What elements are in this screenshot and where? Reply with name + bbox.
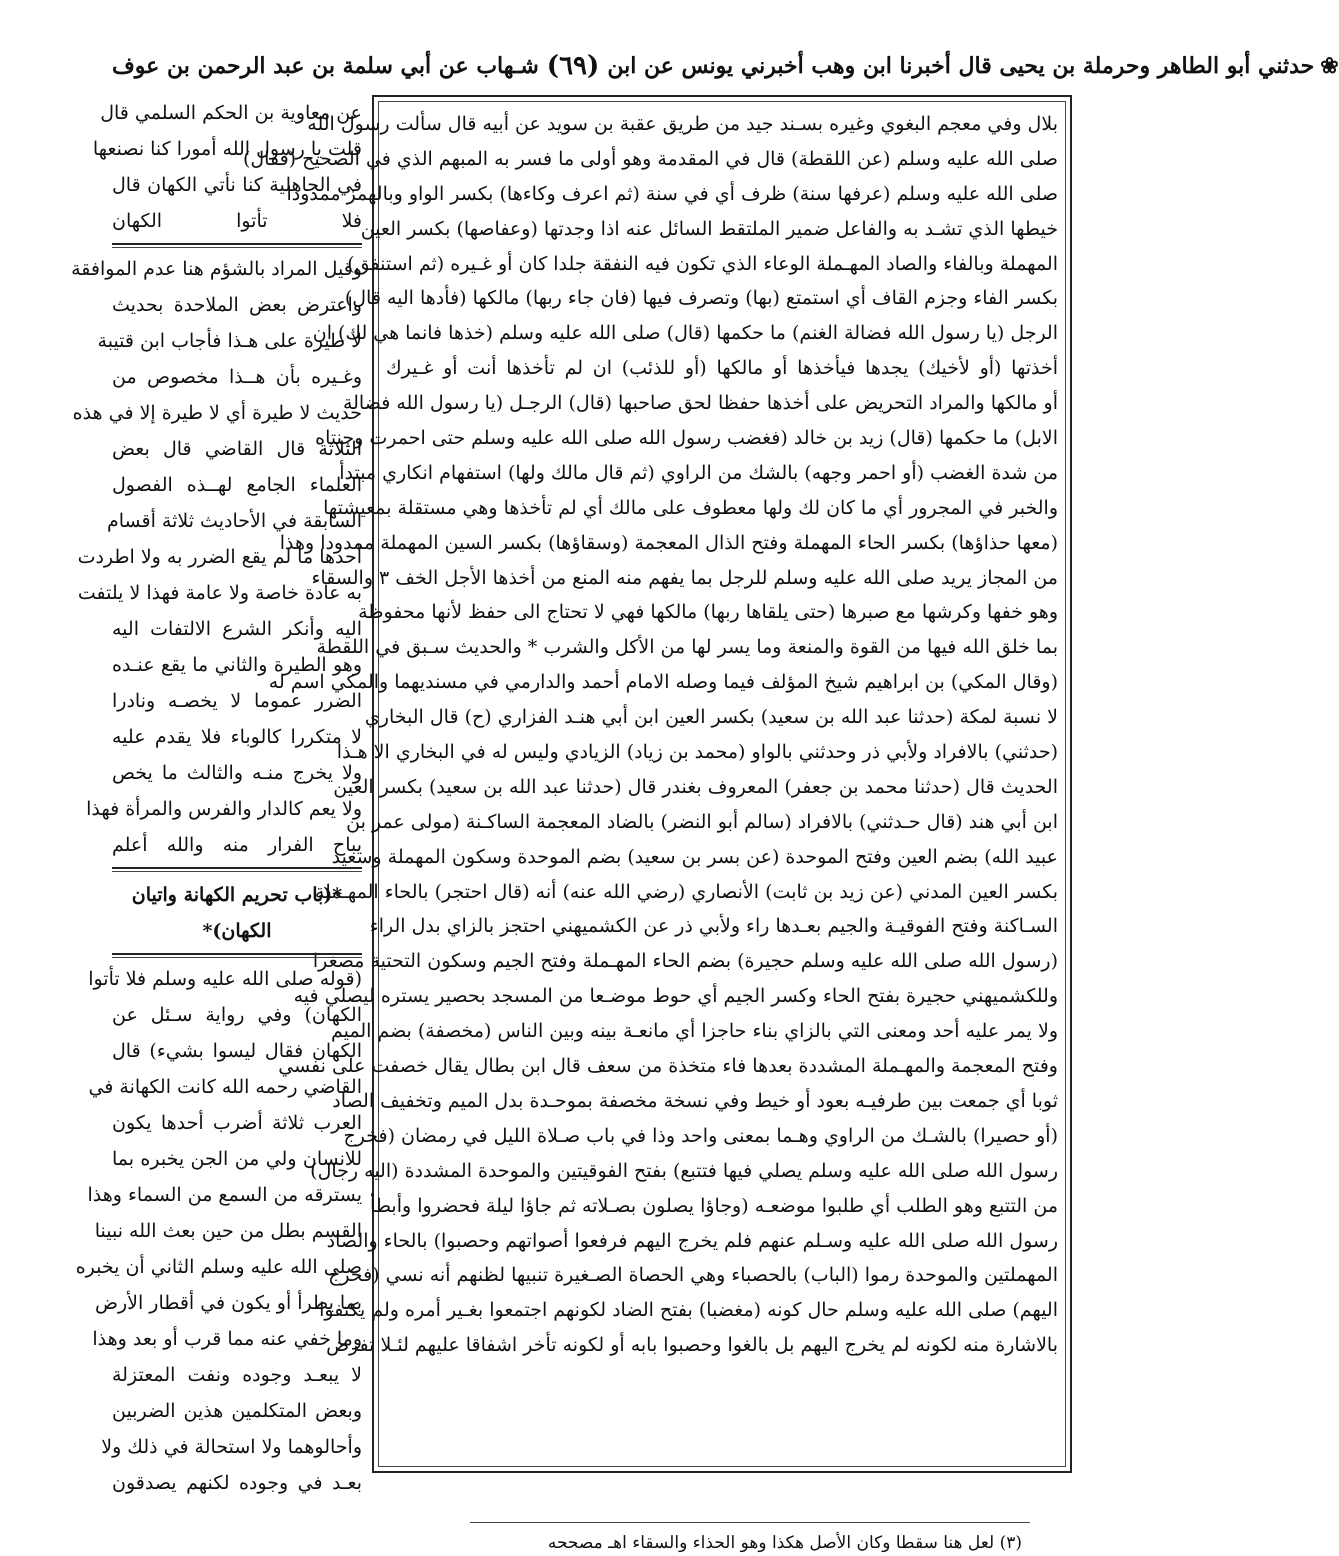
header-text-right: حدثني أبو الطاهر وحرملة بن يحيى قال أخبرنا ابن وهب أخبرني يونس عن ابن <box>607 53 1315 79</box>
divider <box>112 871 362 872</box>
text-line: أخذتها (أو لأخيك) يجدها فيأخذها أو مالكها (أو للذئب) ان لم تأخذها أنت أو غـيرك <box>386 357 1058 380</box>
text-line: في الجاهلية كنا نأتي الكهان قال <box>112 174 362 196</box>
text-line: (قوله صلى الله عليه وسلم فلا تأتوا <box>88 968 362 990</box>
text-line: (وقال المكي) بن ابراهيم شيخ المؤلف فيما وصله الامام أحمد والدارمي في مسنديهما والمكي اسم له <box>268 671 1058 694</box>
divider <box>112 247 362 248</box>
text-line: السـاكنة وفتح الفوقيـة والجيم بعـدها راء ولأبي ذر عن الكشميهني احتجز بالزاي بدل الراء <box>369 915 1058 938</box>
text-line: الرجل (يا رسول الله فضالة الغنم) ما حكمها (قال) صلى الله عليه وسلم (خذها فانما هي لك) ان <box>312 322 1058 345</box>
text-line: العلماء الجامع لهــذه الفصول <box>112 474 362 496</box>
text-line: المهملتين والموحدة رموا (الباب) بالحصباء وهي الحصاة الصـغيرة تنبيها لظنهم أنه نسي (فخرج <box>328 1264 1058 1287</box>
divider <box>112 953 362 955</box>
text-line: الابل) ما حكمها (قال) زيد بن خالد (فغضب رسول الله صلى الله عليه وسلم حتى احمرت وجنتاه <box>315 427 1058 450</box>
side-column <box>71 95 362 1525</box>
text-line: الكهان) وفي رواية سـئل عن <box>112 1004 362 1026</box>
text-line: فلا تأتوا الكهان <box>112 210 362 232</box>
text-line: صلى الله عليه وسلم الثاني أن يخبره <box>75 1256 362 1278</box>
text-line: من شدة الغضب (أو احمر وجهه) بالشك من الراوي (ثم قال مالك ولها) استفهام انكاري مبتدأ <box>339 461 1058 484</box>
text-line: والخبر في المجرور أي ما كان لك ولها معطوف على مالك أي لم تأخذها وهي مستقلة بمعيشتها <box>323 496 1058 519</box>
text-line: بكسر الفاء وجزم القاف أي استمتع (بها) وتصرف فيها (فان جاء ربها) مالكها (فأدها اليه قال) <box>344 287 1058 310</box>
text-line: ولا يعم كالدار والفرس والمرأة فهذا <box>86 798 362 820</box>
commentary-column <box>242 95 1072 1473</box>
text-line: وللكشميهني حجيرة بفتح الحاء وكسر الجيم أي حوط موضـعا من المسجد بحصير يستره ليصلي فيه <box>293 985 1058 1008</box>
text-line: الحديث قال (حدثنا محمد بن جعفر) المعروف بغندر قال (حدثنا عبد الله بن سعيد) بكسر العين <box>333 775 1058 798</box>
heading-line: الكهان)* <box>202 920 272 942</box>
text-line: عن معاوية بن الحكم السلمي قال <box>100 102 362 124</box>
heading-line: *(باب تحريم الكهانة واتيان <box>131 884 343 906</box>
text-line: (حدثني) بالافراد ولأبي ذر وحدثني بالواو (محمد بن زياد) الزيادي وليس له في البخاري الا هـذا <box>336 741 1058 764</box>
text-line: الكهان فقال ليسوا بشيء) قال <box>112 1040 362 1062</box>
text-line: يباح الفرار منه والله أعلم <box>112 834 362 856</box>
text-line: عبيد الله) بضم العين وفتح الموحدة (عن بسر بن سعيد) بضم الموحدة وسكون المهملة وسعيد <box>331 845 1058 868</box>
text-line: ولا يخرج منـه والثالث ما يخص <box>112 762 362 784</box>
text-line: ابن أبي هند (قال حـدثني) بالافراد (سالم أبو النضر) بالضاد المعجمة الساكـنة (مولى عمر بن <box>346 810 1058 833</box>
text-line: للانسان ولي من الجن يخبره بما <box>112 1148 362 1170</box>
text-line: وبعض المتكلمين هذين الضربين <box>112 1400 362 1422</box>
page-header <box>112 46 1339 86</box>
text-line: واعترض بعض الملاحدة بحديث <box>112 294 362 316</box>
text-line: حديث لا طيرة أي لا طيرة إلا في هذه <box>72 402 362 424</box>
text-line: من التتبع وهو الطلب أي طلبوا موضعـه (وجاؤا يصلون بصـلاته ثم جاؤا ليلة فحضروا وأبطأ <box>370 1194 1058 1217</box>
text-line: القاضي رحمه الله كانت الكهانة في <box>88 1076 362 1098</box>
text-line: (معها حذاؤها) بكسر الحاء المهملة وفتح الذال المعجمة (وسقاؤها) بكسر السين المهملة ممدودا وهذا <box>279 531 1058 554</box>
page-number: (٦٩) <box>546 51 600 81</box>
text-line: (أو حصيرا) بالشـك من الراوي وهـما بمعنى واحد وذا في باب صـلاة الليل في رمضان (فخرج <box>343 1124 1058 1147</box>
text-line: لا يبعـد وجوده ونفت المعتزلة <box>112 1364 362 1386</box>
text-line: رسول الله صلى الله عليه وسلم يصلي فيها فتتبع) بفتح الفوقيتين والموحدة المشددة (اليه رجال) <box>310 1159 1058 1182</box>
text-line: من المجاز يريد صلى الله عليه وسلم للرجل بما يفهم منه المنع من أخذها الأجل الخف ٣ والسقاء <box>311 566 1058 589</box>
footnote: (٣) لعل هنا سقطا وكان الأصل هكذا وهو الحذاء والسقاء اهـ مصححه <box>547 1533 1022 1553</box>
text-line: وهو خفها وكرشها مع صبرها (حتى يلقاها ربها) مالكها فهي لا تحتاج الى حفظ لأنها محفوظة <box>358 601 1058 624</box>
ornament-icon: ❀ <box>1320 53 1339 79</box>
text-line: (رسول الله صلى الله عليه وسلم حجيرة) بضم الحاء المهـملة وفتح الجيم وسكون التحتية مصغرا <box>312 950 1058 973</box>
side-hadith-text <box>92 95 362 239</box>
side-commentary-text <box>71 251 362 863</box>
text-line: المهملة وبالفاء والصاد المهـملة الوعاء الذي تكون فيه النفقة جلدا كان أو غـيره (ثم استنفق) <box>347 252 1058 275</box>
text-line: ولا يمر عليه أحد ومعنى التي بالزاي بناء حاجزا أي مانعـة بينه وبين الناس (مخصفة) بضم الميم <box>330 1020 1058 1043</box>
divider <box>112 957 362 958</box>
text-line: اليهم) صلى الله عليه وسلم حال كونه (مغضبا) بفتح الضاد لكونهم اجتمعوا بغـير أمره ولم يكتفوا <box>319 1299 1058 1322</box>
text-line: وما خفي عنه مما قرب أو بعد وهذا <box>92 1328 362 1350</box>
header-text-left: شـهاب عن أبي سلمة بن عبد الرحمن بن عوف <box>112 53 539 79</box>
text-line: وفتح المعجمة والمهـملة المشددة بعدها فاء متخذة من سعف قال ابن بطال يقال خصفت على نفسي <box>278 1055 1058 1078</box>
text-line: رسول الله صلى الله عليه وسـلم عنهم فلم يخرج اليهم فرفعوا أصواتهم وحصبوا) بالحاء والصاد <box>326 1229 1058 1252</box>
text-line: السابقة في الأحاديث ثلاثة أقسام <box>107 510 362 532</box>
text-line: أو مالكها والمراد التحريض على أخذها حفظا لحق صاحبها (قال) الرجـل (يا رسول الله فضالة <box>342 392 1058 415</box>
text-line: بكسر العين المدني (عن زيد بن ثابت) الأنصاري (رضي الله عنه) أنه (قال احتجر) بالحاء المهـملة <box>314 880 1058 903</box>
divider <box>112 243 362 245</box>
text-line: صلى الله عليه وسلم (عرفها سنة) ظرف أي في سنة (ثم اعرف وكاءها) بكسر الواو وبالهمز ممدودا <box>286 182 1058 205</box>
text-line: وأحالوهما ولا استحالة في ذلك ولا <box>101 1436 362 1458</box>
text-line: القسم بطل من حين بعث الله نبينا <box>94 1220 362 1242</box>
text-line: بعـد في وجوده لكنهم يصدقون <box>112 1472 362 1494</box>
text-line: وقيل المراد بالشؤم هنا عدم الموافقة <box>71 258 362 280</box>
text-line: صلى الله عليه وسلم (عن اللقطة) قال في المقدمة وهو أولى ما فسر به المبهم الذي في الصحيح (فقال) <box>242 147 1058 170</box>
text-line: لا متكررا كالوباء فلا يقدم عليه <box>112 726 362 748</box>
text-line: وغـيره بأن هــذا مخصوص من <box>112 366 362 388</box>
text-line: لا نسبة لمكة (حدثنا عبد الله بن سعيد) بكسر العين ابن أبي هنـد الفزاري (ح) قال البخاري <box>364 706 1058 729</box>
footnote-divider <box>470 1522 1030 1523</box>
divider <box>112 867 362 869</box>
text-line: الضرر عموما لا يخصـه ونادرا <box>112 690 362 712</box>
chapter-heading <box>112 877 362 949</box>
text-line: به عادة خاصة ولا عامة فهذا لا يلتفت <box>77 582 362 604</box>
text-line: أحدها ما لم يقع الضرر به ولا اطردت <box>77 546 362 568</box>
text-line: اليه وأنكر الشرع الالتفات اليه <box>112 618 362 640</box>
text-line: خيطها الذي تشـد به والفاعل ضمير الملتقط السائل عنه اذا وجدتها (وعفاصها) بكسر العين <box>360 217 1058 240</box>
text-line: العرب ثلاثة أضرب أحدها يكون <box>112 1112 362 1134</box>
text-line: وهو الطيرة والثاني ما يقع عنـده <box>112 654 362 676</box>
text-line: يسترقه من السمع من السماء وهذا <box>87 1184 362 1206</box>
text-line: بما خلق الله فيها من القوة والمنعة وما يسر لها من الأكل والشرب * والحديث سـبق في اللقطة <box>316 636 1058 659</box>
text-line: ثوبا أي جمعت بين طرفيـه بعود أو خيط وفي نسخة مخصفة بموحـدة بدل الميم وتخفيف الصاد <box>332 1089 1058 1112</box>
text-line: بلال وفي معجم البغوي وغيره بسـند جيد من طريق عقبة بن سويد عن أبيه قال سألت رسول الله <box>307 113 1058 135</box>
text-line: قلت يا رسول الله أمورا كنا نصنعها <box>92 138 362 160</box>
commentary-text <box>242 107 1058 1363</box>
side-commentary-text-2 <box>75 961 362 1501</box>
text-line: الثلاثة قال القاضي قال بعض <box>112 438 362 460</box>
text-line: لا طيرة على هـذا فأجاب ابن قتيبة <box>97 330 362 352</box>
text-line: بالاشارة منه لكونه لم يخرج اليهم بل بالغوا وحصبوا بابه أو لكونه تأخر اشفاقا عليهم لئـلا تفرض <box>326 1334 1058 1357</box>
text-line: بما يطرأ أو يكون في أقطار الأرض <box>94 1292 362 1314</box>
